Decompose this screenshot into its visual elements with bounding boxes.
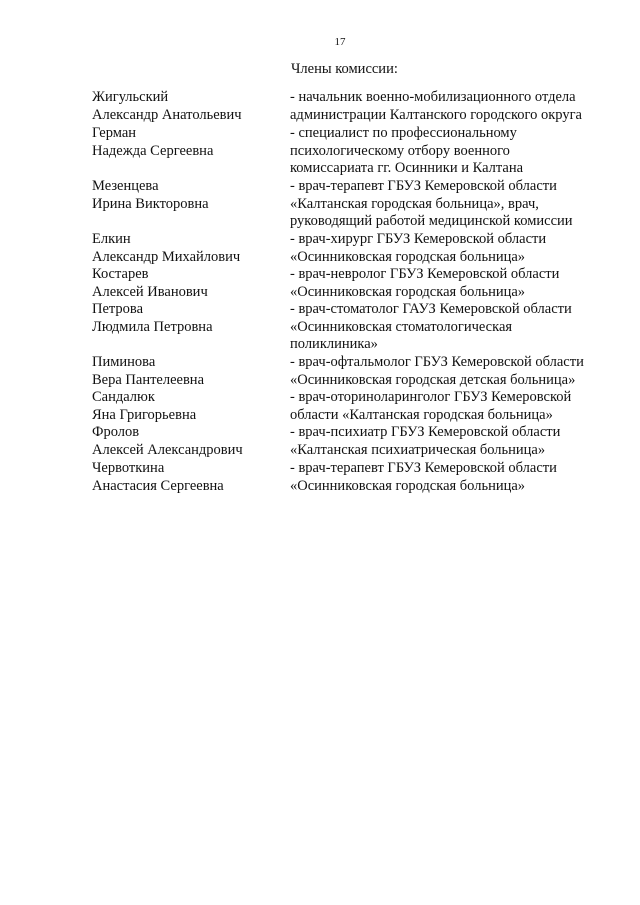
member-role-line: - врач-офтальмолог ГБУЗ Кемеровской области xyxy=(290,354,584,370)
member-role-line: «Осинниковская городская детская больница» xyxy=(290,371,576,388)
page-number: 17 xyxy=(334,36,346,48)
member-role-line: «Осинниковская городская больница» xyxy=(290,248,526,265)
member-given-names: Алексей Александрович xyxy=(92,441,243,458)
member-given-names: Людмила Петровна xyxy=(92,318,213,335)
section-title: Члены комиссии: xyxy=(291,61,398,77)
member-role-line: - специалист по профессиональному xyxy=(290,125,517,141)
member-surname: Червоткина xyxy=(92,460,165,476)
member-role-line: руководящий работой медицинской комиссии xyxy=(290,213,573,229)
member-surname: Герман xyxy=(92,125,137,141)
member-given-names: Анастасия Сергеевна xyxy=(92,477,224,494)
member-given-names: Ирина Викторовна xyxy=(92,195,209,212)
member-role-line: «Осинниковская городская больница» xyxy=(290,477,526,494)
member-surname: Петрова xyxy=(92,301,144,317)
member-given-names: Алексей Иванович xyxy=(92,283,208,300)
member-role-line: - врач-оториноларинголог ГБУЗ Кемеровской xyxy=(290,389,572,405)
member-given-names: Надежда Сергеевна xyxy=(92,142,214,159)
member-role-line: поликлиника» xyxy=(290,336,378,352)
member-role-line: области «Калтанская городская больница» xyxy=(290,406,553,423)
member-surname: Пиминова xyxy=(92,354,156,370)
member-role-line: администрации Калтанского городского округа xyxy=(290,106,582,123)
member-given-names: Яна Григорьевна xyxy=(92,406,197,423)
member-surname: Сандалюк xyxy=(92,389,155,405)
member-role-line: «Калтанская городская больница», врач, xyxy=(290,195,539,212)
member-given-names: Вера Пантелеевна xyxy=(92,371,205,388)
member-surname: Мезенцева xyxy=(92,178,159,194)
member-surname: Костарев xyxy=(92,266,149,282)
member-role-line: - врач-психиатр ГБУЗ Кемеровской области xyxy=(290,424,561,440)
member-role-line: - врач-невролог ГБУЗ Кемеровской области xyxy=(290,266,560,282)
member-given-names: Александр Михайлович xyxy=(92,248,241,265)
member-role-line: «Осинниковская стоматологическая xyxy=(290,318,513,335)
member-role-line: - врач-стоматолог ГАУЗ Кемеровской области xyxy=(290,301,572,317)
member-role-line: «Калтанская психиатрическая больница» xyxy=(290,441,546,458)
member-surname: Елкин xyxy=(92,231,131,247)
member-role-line: - врач-терапевт ГБУЗ Кемеровской области xyxy=(290,178,557,194)
member-role-line: - начальник военно-мобилизационного отдела xyxy=(290,89,576,105)
member-surname: Жигульский xyxy=(92,89,169,105)
member-role-line: комиссариата гг. Осинники и Калтана xyxy=(290,160,524,176)
member-surname: Фролов xyxy=(92,424,140,440)
member-role-line: - врач-хирург ГБУЗ Кемеровской области xyxy=(290,231,547,247)
member-given-names: Александр Анатольевич xyxy=(92,106,242,123)
member-role-line: психологическому отбору военного xyxy=(290,142,510,159)
member-role-line: «Осинниковская городская больница» xyxy=(290,283,526,300)
member-role-line: - врач-терапевт ГБУЗ Кемеровской области xyxy=(290,460,557,476)
